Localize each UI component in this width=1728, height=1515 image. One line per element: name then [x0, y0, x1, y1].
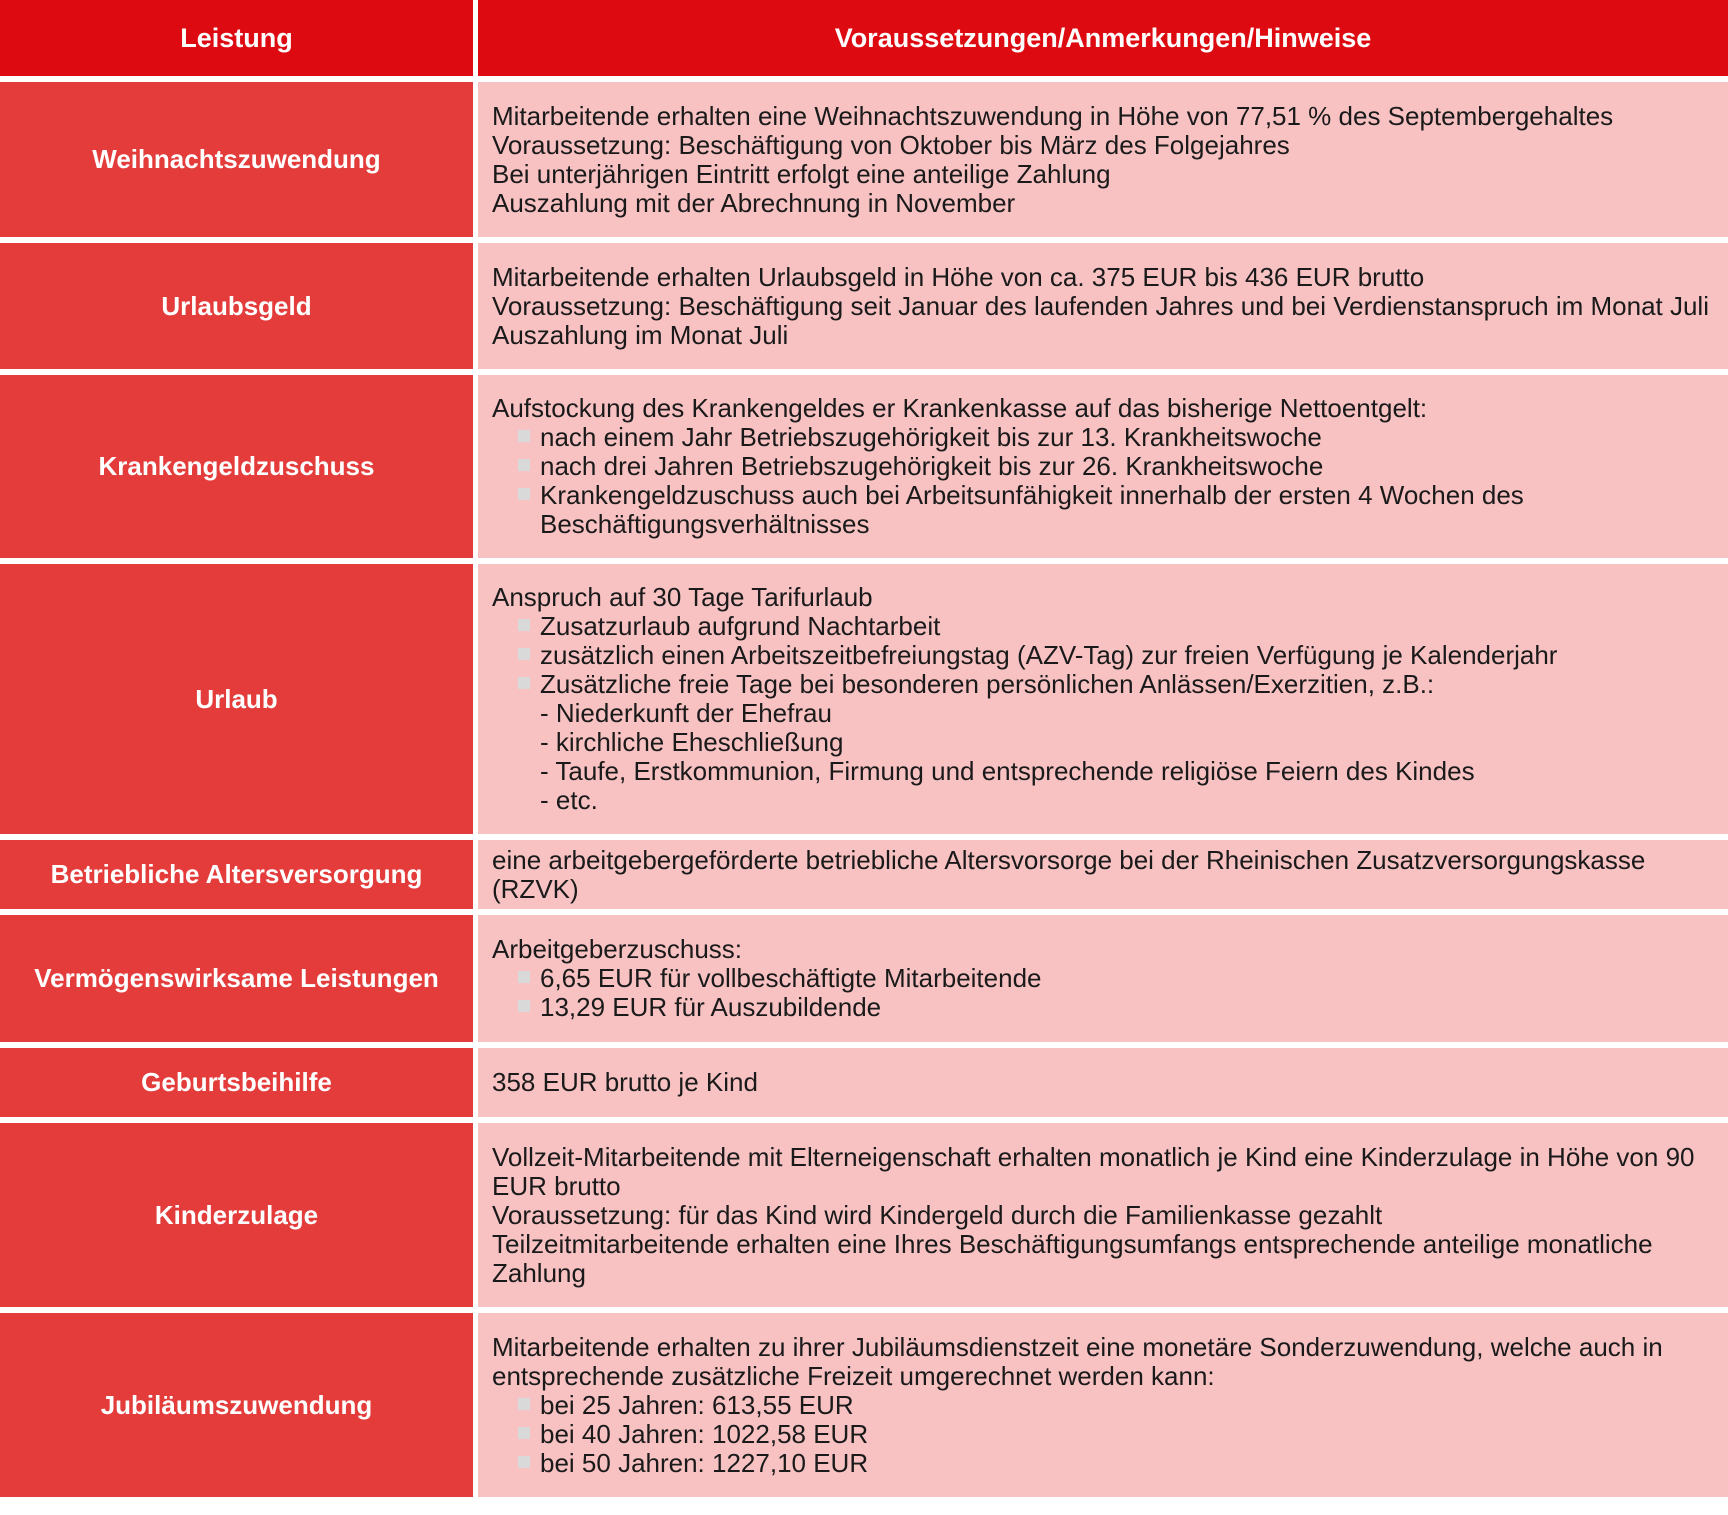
content-line: 358 EUR brutto je Kind	[492, 1067, 758, 1097]
row-content	[478, 243, 1728, 369]
square-bullet-icon	[518, 1427, 530, 1439]
row-title: Urlaubsgeld	[0, 243, 473, 369]
table-row	[0, 1123, 1728, 1307]
row-title: Weihnachtszuwendung	[0, 82, 473, 237]
square-bullet-icon	[518, 648, 530, 660]
sub-item: - Taufe, Erstkommunion, Firmung und entsprechende religiöse Feiern des Kindes	[540, 756, 1475, 786]
bullet-item	[492, 481, 1714, 539]
table-row	[0, 1313, 1728, 1497]
square-bullet-icon	[518, 1398, 530, 1410]
bullet-item	[492, 612, 1714, 641]
row-content	[478, 82, 1728, 237]
bullet-item	[492, 993, 1714, 1022]
sub-item: - etc.	[540, 785, 598, 815]
sub-item: - kirchliche Eheschließung	[540, 727, 844, 757]
row-title: Vermögenswirksame Leistungen	[0, 915, 473, 1042]
content-line: Anspruch auf 30 Tage Tarifurlaub	[492, 582, 873, 612]
content-line: Mitarbeitende erhalten Urlaubsgeld in Höhe von ca. 375 EUR bis 436 EUR brutto	[492, 261, 1425, 292]
row-title: Geburtsbeihilfe	[0, 1048, 473, 1117]
bullet-text: bei 25 Jahren: 613,55 EUR	[540, 1389, 854, 1420]
table-row	[0, 840, 1728, 909]
content-line: Auszahlung im Monat Juli	[492, 319, 789, 350]
content-line: Mitarbeitende erhalten eine Weihnachtszuwendung in Höhe von 77,51 % des Septembergehaltes	[492, 100, 1614, 131]
row-title: Kinderzulage	[0, 1123, 473, 1307]
table-row	[0, 243, 1728, 369]
row-content	[478, 564, 1728, 834]
square-bullet-icon	[518, 459, 530, 471]
content-line: Auszahlung mit der Abrechnung in November	[492, 187, 1016, 218]
content-line: Voraussetzung: Beschäftigung seit Januar des laufenden Jahres und bei Verdienstanspruch im Monat Juli	[492, 290, 1709, 321]
header-voraussetzungen: Voraussetzungen/Anmerkungen/Hinweise	[478, 0, 1728, 76]
bullet-text: Krankengeldzuschuss auch bei Arbeitsunfähigkeit innerhalb der ersten 4 Wochen des Beschäftigungsverhältnisses	[540, 480, 1524, 539]
content-line: Mitarbeitende erhalten zu ihrer Jubiläumsdienstzeit eine monetäre Sonderzuwendung, welche auch in entsprechende zusätzliche Freizeit umgerechnet werden kann:	[492, 1331, 1663, 1391]
bullet-text: Zusätzliche freie Tage bei besonderen persönlichen Anlässen/Exerzitien, z.B.:	[540, 669, 1435, 699]
square-bullet-icon	[518, 619, 530, 631]
row-content	[478, 1048, 1728, 1117]
row-title: Betriebliche Altersversorgung	[0, 840, 473, 909]
header-leistung: Leistung	[0, 0, 473, 76]
square-bullet-icon	[518, 971, 530, 983]
bullet-item	[492, 1449, 1714, 1478]
content-line: Aufstockung des Krankengeldes er Krankenkasse auf das bisherige Nettoentgelt:	[492, 393, 1428, 423]
row-content	[478, 1313, 1728, 1497]
table-row	[0, 375, 1728, 558]
content-line: eine arbeitgebergeförderte betriebliche Altersvorsorge bei der Rheinischen Zusatzversorgungskasse (RZVK)	[492, 844, 1646, 904]
content-line: Voraussetzung: für das Kind wird Kindergeld durch die Familienkasse gezahlt	[492, 1199, 1383, 1230]
square-bullet-icon	[518, 430, 530, 442]
bullet-text: nach drei Jahren Betriebszugehörigkeit bis zur 26. Krankheitswoche	[540, 451, 1324, 481]
table-row	[0, 82, 1728, 237]
square-bullet-icon	[518, 1000, 530, 1012]
bullet-item	[492, 452, 1714, 481]
bullet-text: bei 50 Jahren: 1227,10 EUR	[540, 1447, 869, 1478]
bullet-item	[492, 1420, 1714, 1449]
content-line: Vollzeit-Mitarbeitende mit Elterneigenschaft erhalten monatlich je Kind eine Kinderzulage in Höhe von 90 EUR brutto	[492, 1141, 1695, 1201]
row-title: Krankengeldzuschuss	[0, 375, 473, 558]
table-row	[0, 915, 1728, 1042]
bullet-item	[492, 1391, 1714, 1420]
bullet-text: bei 40 Jahren: 1022,58 EUR	[540, 1418, 869, 1449]
row-title: Jubiläumszuwendung	[0, 1313, 473, 1497]
content-line: Arbeitgeberzuschuss:	[492, 934, 743, 964]
square-bullet-icon	[518, 1456, 530, 1468]
content-line: Bei unterjährigen Eintritt erfolgt eine anteilige Zahlung	[492, 158, 1111, 189]
row-content	[478, 375, 1728, 558]
table-row	[0, 564, 1728, 834]
bullet-text: 13,29 EUR für Auszubildende	[540, 992, 882, 1022]
row-content	[478, 1123, 1728, 1307]
bullet-item	[492, 670, 1714, 699]
sub-item: - Niederkunft der Ehefrau	[540, 698, 832, 728]
content-line: Teilzeitmitarbeitende erhalten eine Ihres Beschäftigungsumfangs entsprechende anteilige monatliche Zahlung	[492, 1228, 1653, 1288]
bullet-item	[492, 641, 1714, 670]
bullet-item	[492, 964, 1714, 993]
square-bullet-icon	[518, 488, 530, 500]
square-bullet-icon	[518, 677, 530, 689]
bullet-text: 6,65 EUR für vollbeschäftigte Mitarbeitende	[540, 963, 1042, 993]
bullet-text: nach einem Jahr Betriebszugehörigkeit bis zur 13. Krankheitswoche	[540, 422, 1322, 452]
row-content	[478, 915, 1728, 1042]
row-content	[478, 840, 1728, 909]
table-header	[0, 0, 1728, 76]
row-title: Urlaub	[0, 564, 473, 834]
bullet-text: Zusatzurlaub aufgrund Nachtarbeit	[540, 611, 941, 641]
table-row	[0, 1048, 1728, 1117]
content-line: Voraussetzung: Beschäftigung von Oktober bis März des Folgejahres	[492, 129, 1290, 160]
bullet-item	[492, 423, 1714, 452]
bullet-text: zusätzlich einen Arbeitszeitbefreiungstag (AZV-Tag) zur freien Verfügung je Kalenderjahr	[540, 640, 1558, 670]
